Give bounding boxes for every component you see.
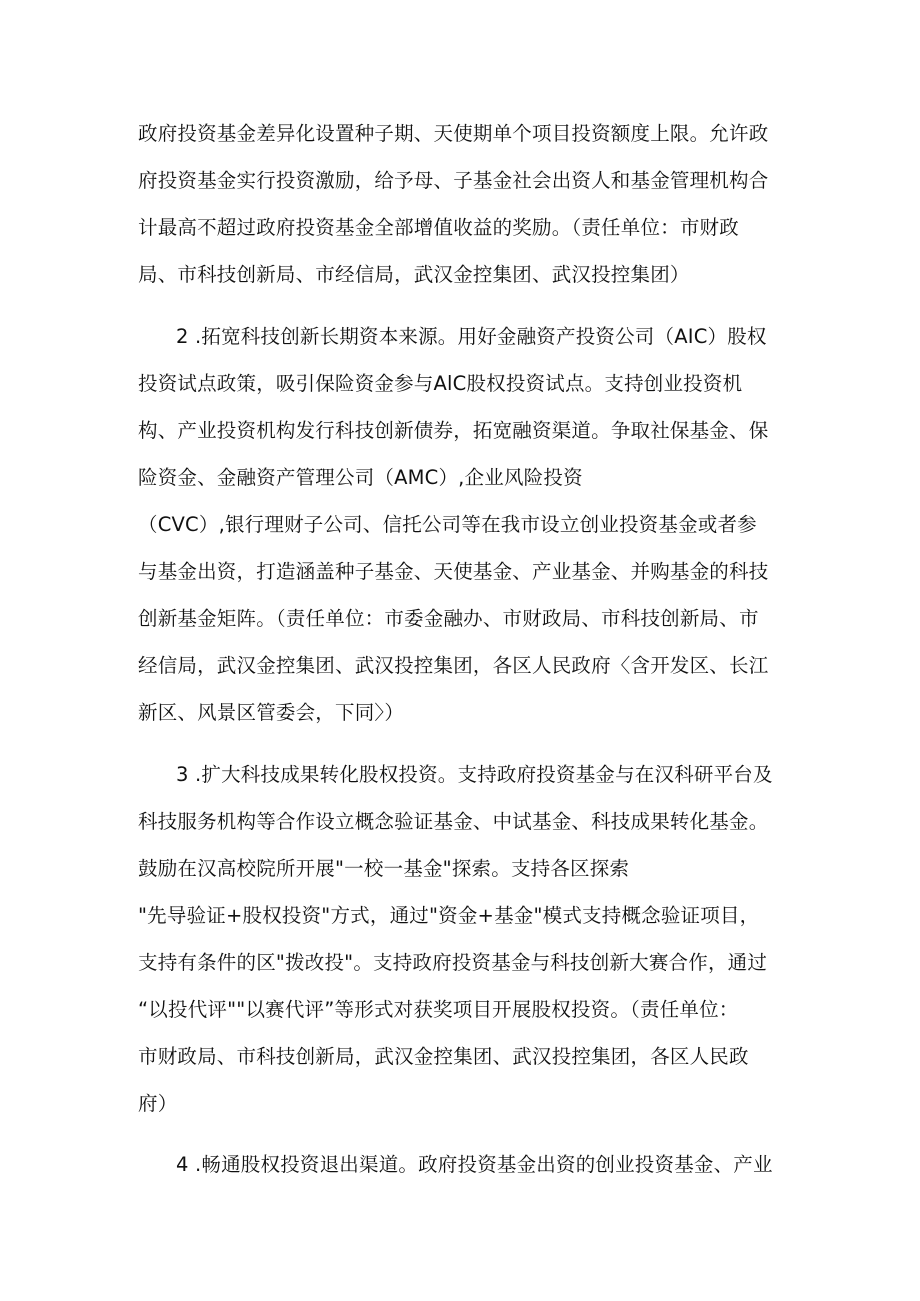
paragraph-3-line-5: 支持有条件的区"拨改投"。支持政府投资基金与科技创新大赛合作，通过	[138, 951, 768, 974]
paragraph-2-line-7: 创新基金矩阵。（责任单位：市委金融办、市财政局、市科技创新局、市	[138, 607, 759, 630]
paragraph-2-line-3: 构、产业投资机构发行科技创新债券，拓宽融资渠道。争取社保基金、保	[138, 419, 769, 442]
paragraph-1-line-3: 计最高不超过政府投资基金全部增值收益的奖励。（责任单位：市财政	[138, 216, 739, 239]
paragraph-2-line-9: 新区、风景区管委会，下同〉）	[138, 701, 405, 724]
paragraph-2-line-2: 投资试点政策，吸引保险资金参与AlC股权投资试点。支持创业投资机	[138, 372, 743, 395]
paragraph-3-line-4: "先导验证+股权投资"方式，通过"资金+基金"模式支持概念验证项目，	[138, 904, 760, 927]
paragraph-3-line-1: 3 .扩大科技成果转化股权投资。支持政府投资基金与在汉科研平台及	[176, 763, 773, 786]
paragraph-3-line-6: “以投代评""以赛代评”等形式对获奖项目开展股权投资。（责任单位：	[138, 998, 739, 1021]
paragraph-4-line-1: 4 .畅通股权投资退出渠道。政府投资基金出资的创业投资基金、产业	[176, 1153, 773, 1176]
paragraph-2-line-4: 险资金、金融资产管理公司（AMC）,企业风险投资	[138, 466, 583, 489]
paragraph-3-line-3: 鼓励在汉高校院所开展"一校一基金"探索。支持各区探索	[138, 857, 630, 880]
paragraph-1-line-2: 府投资基金实行投资激励，给予母、子基金社会出资人和基金管理机构合	[138, 169, 769, 192]
paragraph-1-line-4: 局、市科技创新局、市经信局，武汉金控集团、武汉投控集团）	[138, 263, 690, 286]
paragraph-1-line-1: 政府投资基金差异化设置种子期、天使期单个项目投资额度上限。允许政	[138, 122, 769, 145]
paragraph-2-line-6: 与基金出资，打造涵盖种子基金、天使基金、产业基金、并购基金的科技	[138, 560, 769, 583]
paragraph-2-line-8: 经信局，武汉金控集团、武汉投控集团，各区人民政府〈含开发区、长江	[138, 654, 769, 677]
paragraph-3-line-8: 府）	[138, 1092, 178, 1115]
paragraph-2-line-5: （CVC）,银行理财子公司、信托公司等在我市设立创业投资基金或者参	[138, 513, 757, 536]
paragraph-3-line-7: 市财政局、市科技创新局，武汉金控集团、武汉投控集团，各区人民政	[138, 1045, 749, 1068]
paragraph-2-line-1: 2 .拓宽科技创新长期资本来源。用好金融资产投资公司（AIC）股权	[176, 325, 767, 348]
paragraph-3-line-2: 科技服务机构等合作设立概念验证基金、中试基金、科技成果转化基金。	[138, 810, 769, 833]
